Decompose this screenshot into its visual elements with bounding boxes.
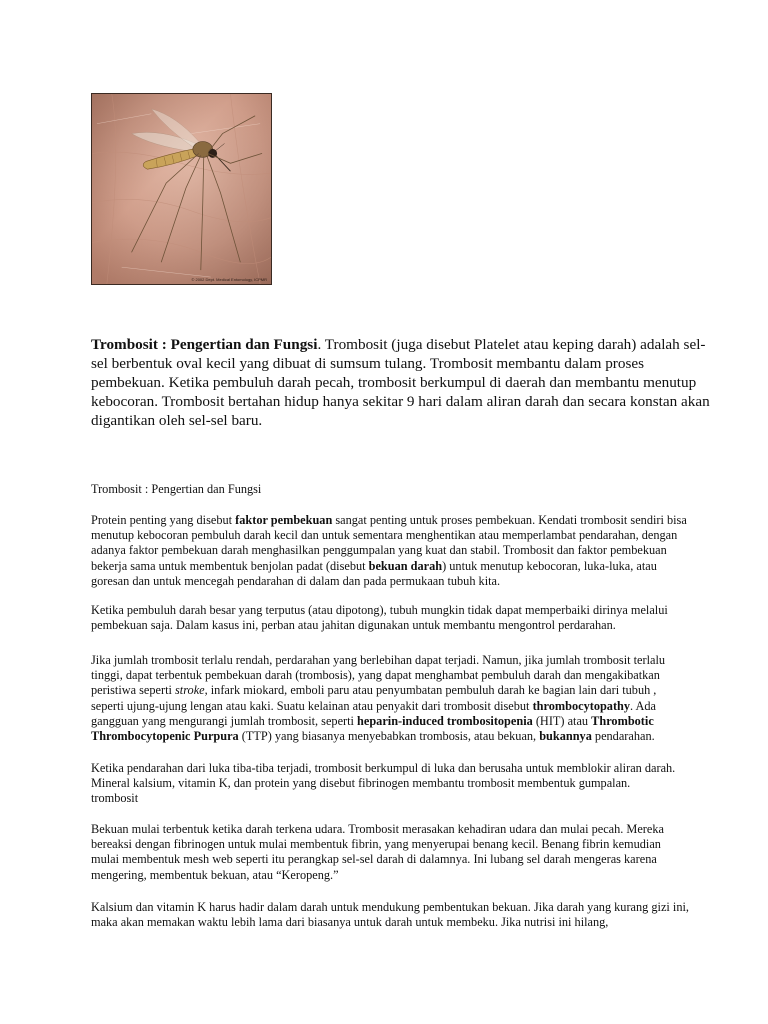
paragraph-clot-forming: Bekuan mulai terbentuk ketika darah terkena udara. Trombosit merasakan kehadiran udara dan mulai pecah. Mereka bereaksi dengan fibrinogen untuk mulai membentuk fibrin, yang menyerupai benang kecil. Benang fibrin kemudian mulai membentuk mesh web seperti itu perangkap sel-sel darah di dalamnya. Ini lubang sel darah mengeras karena mengering, membentuk bekuan, atau “Keropeng.” xyxy=(91,822,664,882)
mosquito-illustration xyxy=(92,94,271,284)
intro-text: Trombosit (juga disebut Platelet atau keping darah) adalah sel-sel berbentuk oval kecil yang dibuat di sumsum tulang. Trombosit membantu dalam proses pembekuan. Ketika pembuluh darah pecah, trombosit berkumpul di daerah dan membantu menutup kebocoran. Trombosit bertahan hidup hanya sekitar 9 hari dalam aliran darah dan secara konstan akan digantikan oleh sel-sel baru. xyxy=(91,336,710,429)
p3-text-5: (TTP) yang biasanya menyebabkan trombosis, atau bekuan, xyxy=(238,729,540,744)
paragraph-platelet-count xyxy=(91,653,691,744)
p3-bold-2: heparin-induced trombositopenia xyxy=(357,713,533,728)
p3-bold-3: Thrombotic Thrombocytopenic Purpura xyxy=(91,713,654,744)
p1-bold-1: faktor pembekuan xyxy=(235,513,333,527)
p3-text-4: (HIT) atau xyxy=(532,713,592,728)
p1-text-1: Protein penting yang disebut xyxy=(91,513,236,527)
p3-text-1: Jika jumlah trombosit terlalu rendah, perdarahan yang berlebihan dapat terjadi. Namun, jika jumlah trombosit terlalu tinggi, dapat terbentuk pembekuan darah (trombosis), yang dapat menghambat pembuluh darah dan mengakibatkan peristiwa seperti xyxy=(91,653,666,698)
photo-credit: © 2002 Dept. Medical Entomology, ICPMR xyxy=(191,277,267,282)
p1-bold-2: bekuan darah xyxy=(368,558,443,573)
intro-paragraph xyxy=(91,335,711,430)
p3-bold-1: thrombocytopathy xyxy=(532,698,631,713)
p4-text-1: Ketika pendarahan dari luka tiba-tiba terjadi, trombosit berkumpul di luka dan berusaha untuk memblokir aliran darah. Mineral kalsium, vitamin K, dan protein yang disebut fibrinogen membantu trombosit membentuk gumpalan. xyxy=(91,761,676,791)
paragraph-bleeding xyxy=(91,761,691,807)
p3-bold-4: bukannya xyxy=(539,729,592,744)
paragraph-calcium-vitamin: Kalsium dan vitamin K harus hadir dalam darah untuk mendukung pembentukan bekuan. Jika darah yang kurang gizi ini, maka akan memakan waktu lebih lama dari biasanya untuk darah untuk membeku. Jika nutrisi ini hilang, xyxy=(91,900,689,930)
p4-text-2: trombosit xyxy=(91,791,139,806)
intro-title: Trombosit : Pengertian dan Fungsi xyxy=(91,336,318,353)
intro-sep: . xyxy=(317,336,325,353)
p1-text-3: ) untuk menutup kebocoran, luka-luka, atau goresan dan untuk mencegah pendarahan di dalam dan pada permukaan tubuh kita. xyxy=(91,558,657,588)
paragraph-clotting-factor xyxy=(91,513,691,589)
p3-text-6: pendarahan. xyxy=(591,729,655,744)
section-subtitle: Trombosit : Pengertian dan Fungsi xyxy=(91,482,262,496)
mosquito-photo xyxy=(91,93,272,285)
paragraph-large-vessel: Ketika pembuluh darah besar yang terputus (atau dipotong), tubuh mungkin tidak dapat memperbaiki dirinya melalui pembekuan saja. Dalam kasus ini, perban atau jahitan digunakan untuk membantu mengontrol perdarahan. xyxy=(91,603,668,633)
p3-text-3: . Ada gangguan yang mengurangi jumlah trombosit, seperti xyxy=(91,698,656,728)
p3-italic-1: stroke, xyxy=(175,683,208,698)
p3-text-2: infark miokard, emboli paru atau penyumbatan pembuluh darah ke bagian lain dari tubuh , seperti ujung-ujung lengan atau kaki. Suatu kelainan atau penyakit dari trombosit disebut xyxy=(91,683,657,713)
p1-text-2: sangat penting untuk proses pembekuan. Kendati trombosit sendiri bisa menutup kebocoran pembuluh darah kecil dan untuk sementara menghentikan atau memperlambat pendarahan, dengan adanya faktor pembekuan darah menghasilkan penggumpalan yang kuat dan stabil. Trombosit dan faktor pembekuan bekerja sama untuk membentuk benjolan padat (disebut xyxy=(91,513,687,573)
